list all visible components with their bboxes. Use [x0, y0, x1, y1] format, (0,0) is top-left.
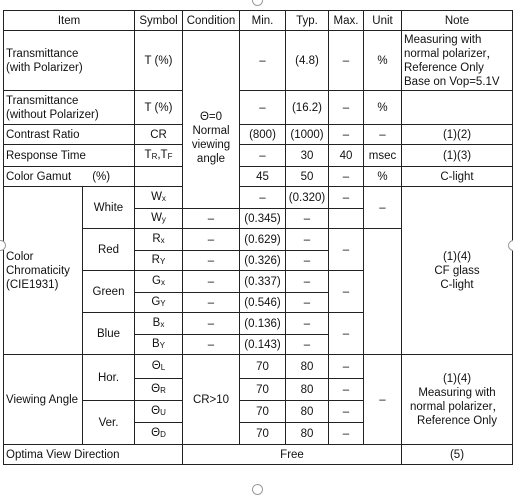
typ-cell: 80 [286, 379, 329, 401]
typ-cell: (0.320) [286, 187, 329, 209]
group-label-white: White [83, 187, 135, 229]
typ-cell: 80 [286, 401, 329, 423]
typ-cell: 80 [286, 355, 329, 379]
typ-cell: 30 [286, 145, 329, 167]
max-cell: – [329, 187, 364, 209]
table-row [4, 125, 513, 145]
max-cell: – [329, 125, 364, 145]
header-condition: Condition [183, 11, 240, 31]
symbol-cell: RY [135, 251, 183, 271]
table-row [4, 445, 513, 465]
table-row [4, 355, 513, 379]
min-cell: – [183, 229, 240, 251]
value-cell: Free [183, 445, 402, 465]
condition-cell: CR>10 [183, 355, 240, 445]
symbol-cell: ΘL [135, 355, 183, 379]
min-cell: 70 [240, 379, 286, 401]
typ-cell: (1000) [286, 125, 329, 145]
note-cell [402, 91, 513, 125]
typ-cell: (4.8) [286, 31, 329, 91]
min-cell: – [240, 91, 286, 125]
min-cell: – [183, 313, 240, 335]
unit-cell: % [364, 91, 402, 125]
typ-cell: 80 [286, 423, 329, 445]
symbol-cell: Bx [135, 313, 183, 335]
min-cell: 70 [240, 401, 286, 423]
group-label-blue: Blue [83, 313, 135, 355]
header-typ: Typ. [286, 11, 329, 31]
max-cell: – [286, 313, 329, 335]
min-cell: 70 [240, 423, 286, 445]
typ-cell: (0.143) [240, 335, 286, 355]
max-cell: – [286, 251, 329, 271]
min-cell: – [183, 209, 240, 229]
symbol-cell: TR,TF [135, 145, 183, 167]
max-cell: – [329, 91, 364, 125]
symbol-cell: Wy [135, 209, 183, 229]
table-row [4, 187, 513, 209]
min-cell: – [183, 293, 240, 313]
header-min: Min. [240, 11, 286, 31]
resize-handle-top[interactable] [252, 0, 263, 6]
max-cell: – [329, 31, 364, 91]
typ-cell: (0.326) [240, 251, 286, 271]
symbol-cell: Gx [135, 271, 183, 293]
note-cell: (1)(2) [402, 125, 513, 145]
unit-cell: % [364, 31, 402, 91]
max-cell: – [329, 167, 364, 187]
max-cell: – [286, 229, 329, 251]
table-row [4, 167, 513, 187]
typ-cell: (0.337) [240, 271, 286, 293]
group-label-hor: Hor. [83, 355, 135, 401]
symbol-cell: ΘD [135, 423, 183, 445]
min-cell: – [183, 335, 240, 355]
typ-cell: (0.136) [240, 313, 286, 335]
unit-cell: msec [364, 145, 402, 167]
table-row [4, 31, 513, 91]
resize-handle-bottom[interactable] [252, 484, 263, 495]
condition-cell: Θ=0 Normal viewing angle [183, 31, 240, 209]
typ-cell: (16.2) [286, 91, 329, 125]
max-cell: – [329, 401, 364, 423]
unit-cell: – [364, 125, 402, 145]
max-cell: 40 [329, 145, 364, 167]
header-row [4, 11, 513, 31]
max-cell: – [286, 271, 329, 293]
symbol-cell: T (%) [135, 91, 183, 125]
typ-cell: (0.546) [240, 293, 286, 313]
symbol-cell: ΘU [135, 401, 183, 423]
min-cell: (800) [240, 125, 286, 145]
unit-cell: – [364, 187, 402, 229]
row-label: Transmittance (with Polarizer) [4, 31, 135, 91]
min-cell: – [183, 271, 240, 293]
header-max: Max. [329, 11, 364, 31]
header-note: Note [402, 11, 513, 31]
symbol-cell: CR [135, 125, 183, 145]
group-label-green: Green [83, 271, 135, 313]
note-cell: (1)(3) [402, 145, 513, 167]
unit-cell: – [329, 313, 364, 355]
min-cell: – [240, 31, 286, 91]
symbol-cell: GY [135, 293, 183, 313]
row-label: Transmittance (without Polarizer) [4, 91, 135, 125]
unit-cell: – [329, 271, 364, 313]
table-row [4, 145, 513, 167]
note-cell: Measuring with normal polarizer， Reference Only Base on Vop=5.1V [402, 31, 513, 91]
max-cell: – [329, 355, 364, 379]
row-label: Optima View Direction [4, 445, 183, 465]
table-row [4, 91, 513, 125]
min-cell: 70 [240, 355, 286, 379]
header-unit: Unit [364, 11, 402, 31]
note-cell: C-light [402, 167, 513, 187]
note-cell: (1)(4) CF glass C-light [402, 187, 513, 355]
symbol-cell: BY [135, 335, 183, 355]
symbol-cell [135, 167, 183, 187]
typ-cell: 50 [286, 167, 329, 187]
typ-cell: (0.345) [240, 209, 286, 229]
max-cell: – [286, 293, 329, 313]
row-label: Color Chromaticity (CIE1931) [4, 187, 83, 355]
header-symbol: Symbol [135, 11, 183, 31]
note-cell: (5) [402, 445, 513, 465]
min-cell: – [240, 187, 286, 209]
group-label-red: Red [83, 229, 135, 271]
unit-cell: – [329, 229, 364, 271]
symbol-cell: ΘR [135, 379, 183, 401]
note-cell: (1)(4) Measuring with normal polarizer， Reference Only [402, 355, 513, 445]
min-cell: – [183, 251, 240, 271]
row-label: Viewing Angle [4, 355, 83, 445]
symbol-cell: Wx [135, 187, 183, 209]
row-label: Contrast Ratio [4, 125, 135, 145]
min-cell: 45 [240, 167, 286, 187]
symbol-cell: Rx [135, 229, 183, 251]
row-label: Color Gamut (%) [4, 167, 135, 187]
resize-handle-right[interactable] [508, 240, 513, 251]
header-item: Item [4, 11, 135, 31]
typ-cell: (0.629) [240, 229, 286, 251]
group-label-ver: Ver. [83, 401, 135, 445]
max-cell: – [286, 335, 329, 355]
max-cell: – [329, 379, 364, 401]
max-cell: – [329, 423, 364, 445]
max-cell: – [286, 209, 329, 229]
unit-cell: – [364, 355, 402, 445]
optical-spec-table [3, 10, 513, 465]
unit-cell: % [364, 167, 402, 187]
min-cell: – [240, 145, 286, 167]
row-label: Response Time [4, 145, 135, 167]
symbol-cell: T (%) [135, 31, 183, 91]
